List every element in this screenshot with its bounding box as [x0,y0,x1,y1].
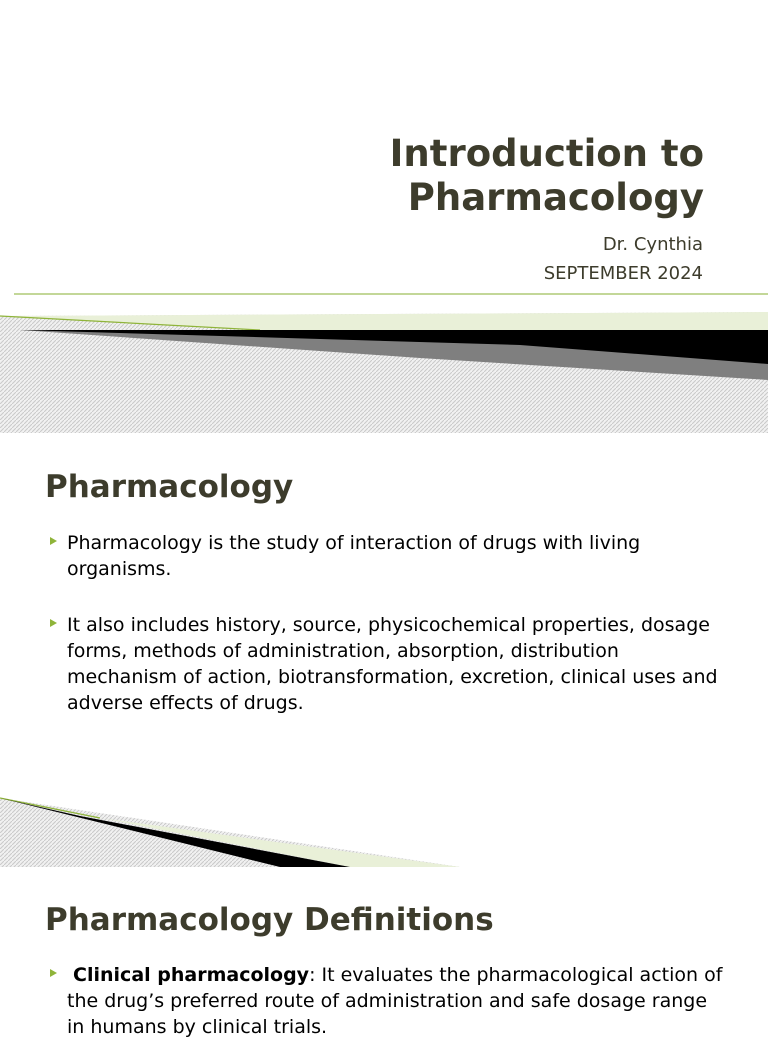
bullet-item [46,962,728,1040]
definition-term: Clinical pharmacology [73,964,310,986]
green-triangle-bullet-icon [50,969,57,977]
slide-corner-decoration [0,433,768,867]
slide-heading: Pharmacology Definitions [45,902,494,938]
bullet-list [46,962,728,1040]
bullet-text: Pharmacology is the study of interaction of drugs with living organisms. [67,532,641,580]
title-slide [0,0,768,433]
hatched-corner [0,798,460,867]
slide-heading: Pharmacology [45,469,294,505]
definitions-slide [0,867,768,1038]
pharmacology-slide [0,433,768,867]
title-slide-decoration [0,0,768,433]
bullet-text: It also includes history, source, physicochemical properties, dosage forms, methods of administration, absorption, distribution mechanism of action, biotransformation, excretion, clinical uses and adverse effects of drugs. [67,614,718,714]
presentation-title: Introduction to Pharmacology [389,132,704,219]
definition-text: : It evaluates the pharmacological action of the drug’s preferred route of administration and safe dosage range in humans by clinical trials. [67,964,723,1038]
author-name: Dr. Cynthia [602,234,703,255]
presentation-date: SEPTEMBER 2024 [543,263,703,284]
